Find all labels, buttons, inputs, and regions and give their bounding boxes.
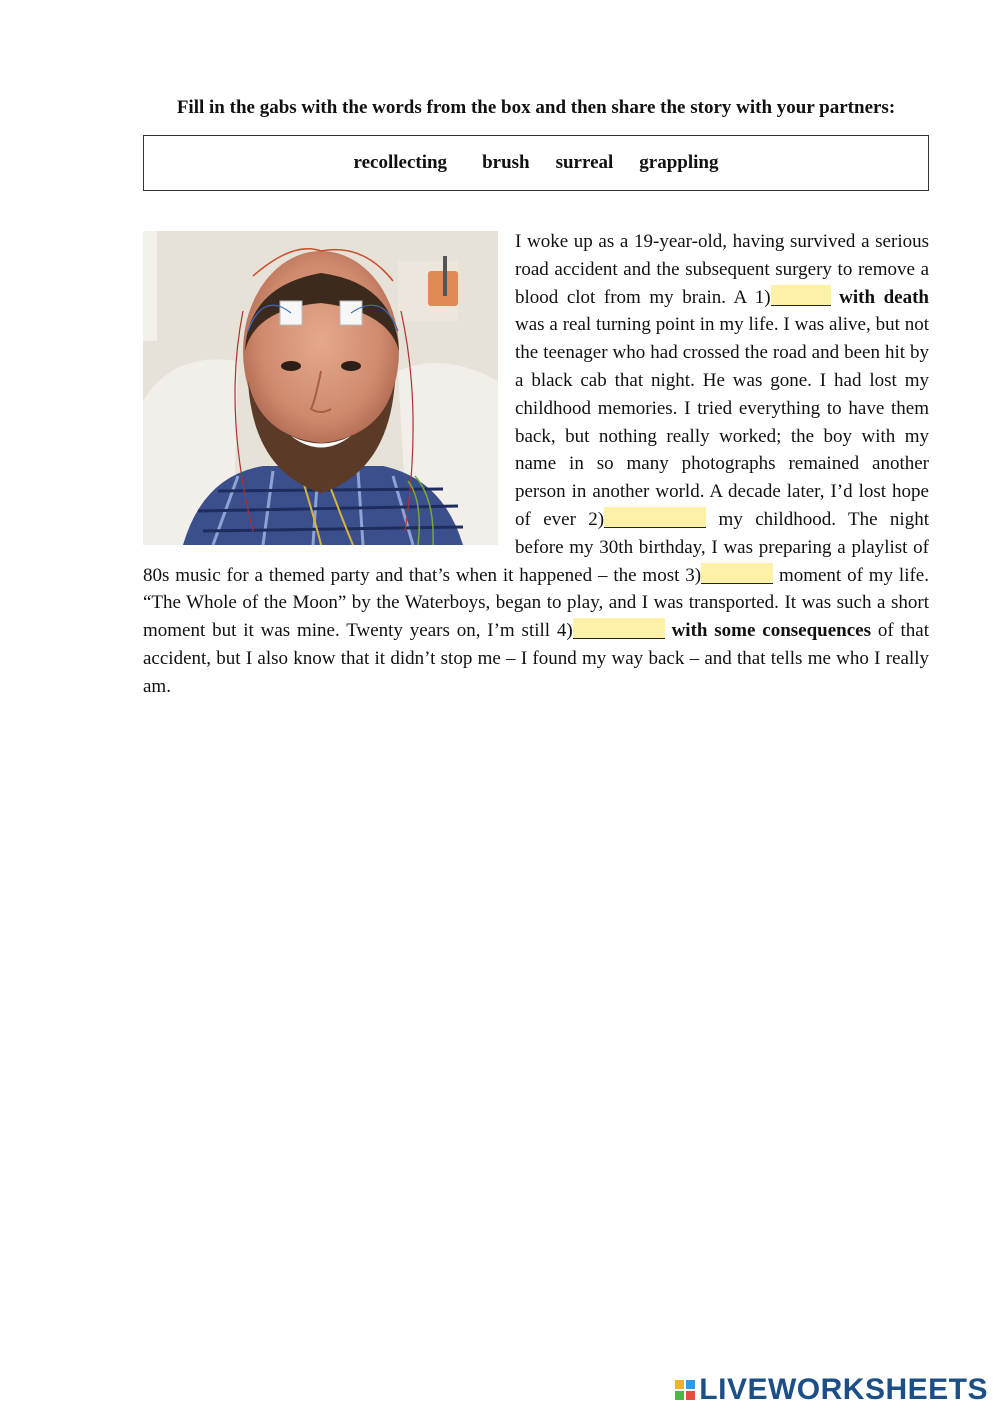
story-text-2: was a real turning point in my life. I was alive, but not the teenager who had crossed the road and been hit by a black cab that night. He was gone. I had lost my childhood memories. I tried everything to have them back, but nothing really worked; the boy with my name in so many photographs remained another person in another world. A decade later, I’d lost hope of ever 2): [515, 314, 929, 530]
story-text-5: of that accident, but I also know that it didn’t stop me – I found my way back – and that tells me who I really am.: [143, 620, 930, 697]
logo-mark-icon: [675, 1380, 695, 1400]
story-text-4: moment of my life. “The Whole of the Moon” by the Waterboys, began to play, and I was transported. It was such a short moment but it was mine. Twenty years on, I’m still 4): [143, 564, 929, 642]
word-box-item: recollecting: [353, 152, 448, 173]
photo-spacer: [143, 228, 500, 548]
word-box-item: grappling: [639, 152, 719, 173]
story-text-3: my childhood. The night before my 30th birthday, I was preparing a playlist of 80s music for a themed party and that’s when it happened – the most 3): [143, 508, 929, 586]
instructions-heading: Fill in the gabs with the words from the box and then share the story with your partners:: [176, 97, 896, 118]
story-text-1: I woke up as a 19-year-old, having survived a serious road accident and the subsequent surgery to remove a blood clot from my brain. A 1): [515, 231, 929, 308]
story-paragraph: [143, 228, 929, 701]
gap-3-input[interactable]: [701, 563, 773, 584]
word-box: [143, 135, 929, 191]
liveworksheets-logo: [675, 1373, 988, 1407]
gap-2-input[interactable]: [604, 507, 706, 528]
story-bold-1: with death: [839, 286, 929, 308]
logo-text: LIVEWORKSHEETS: [699, 1373, 988, 1406]
word-box-item: brush: [482, 152, 530, 173]
story-bold-2: with some consequences: [671, 620, 872, 642]
word-box-item: surreal: [555, 152, 614, 173]
gap-1-input[interactable]: [771, 285, 831, 306]
gap-4-input[interactable]: [573, 618, 665, 639]
